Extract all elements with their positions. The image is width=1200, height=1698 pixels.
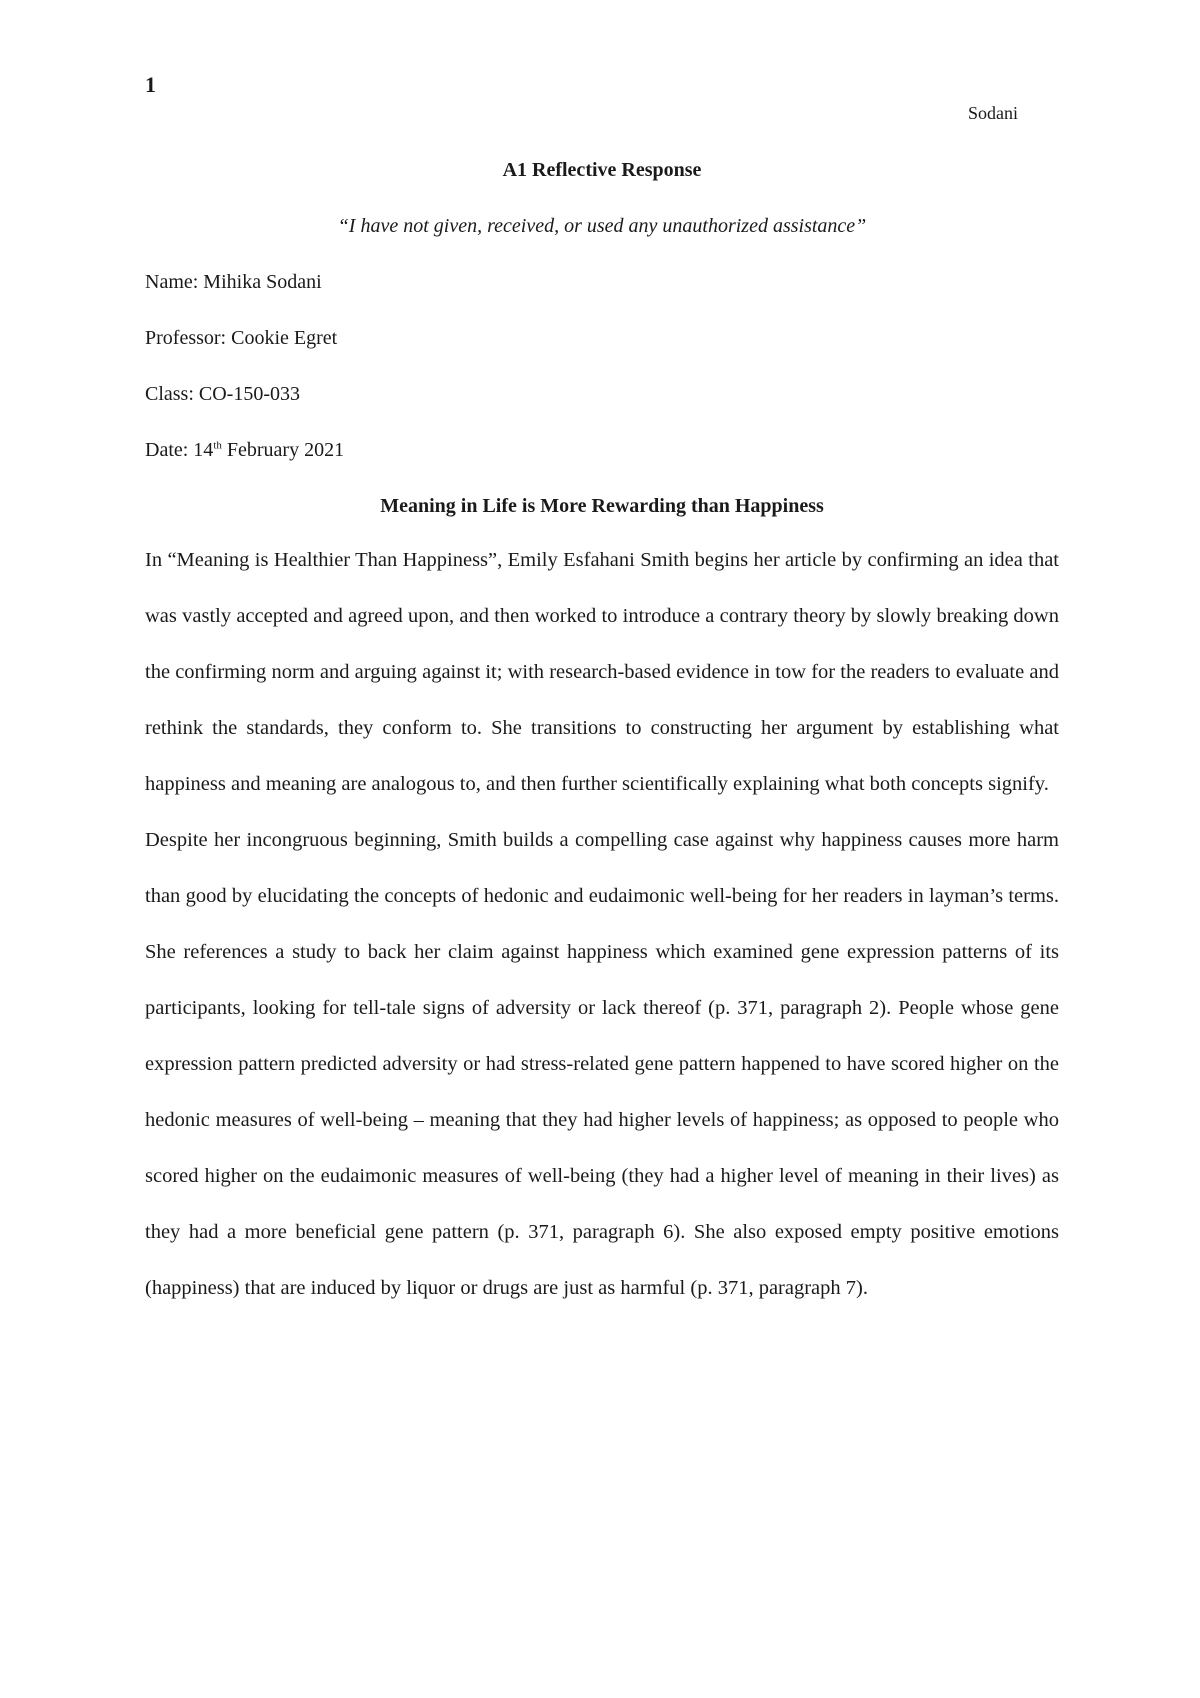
date-prefix: Date: 14 [145, 439, 214, 461]
paragraph-2: Despite her incongruous beginning, Smith builds a compelling case against why happiness causes more harm than good by elucidating the concepts of hedonic and eudaimonic well-being for her readers in layman’s terms. She references a study to back her claim against happiness which examined gene expression patterns of its participants, looking for tell-tale signs of adversity or lack thereof (p. 371, paragraph 2). People whose gene expression pattern predicted adversity or had stress-related gene pattern happened to have scored higher on the hedonic measures of well-being – meaning that they had higher levels of happiness; as opposed to people who scored higher on the eudaimonic measures of well-being (they had a higher level of meaning in their lives) as they had a more beneficial gene pattern (p. 371, paragraph 6). She also exposed empty positive emotions (happiness) that are induced by liquor or drugs are just as harmful (p. 371, paragraph 7). [145, 829, 1059, 1299]
document-title: A1 Reflective Response [502, 159, 702, 181]
essay-title: Meaning in Life is More Rewarding than Happiness [380, 495, 824, 517]
paragraph-1: In “Meaning is Healthier Than Happiness”, Emily Esfahani Smith begins her article by confirming an idea that was vastly accepted and agreed upon, and then worked to introduce a contrary theory by slowly breaking down the confirming norm and arguing against it; with research-based evidence in tow for the readers to evaluate and rethink the standards, they conform to. She transitions to constructing her argument by establishing what happiness and meaning are analogous to, and then further scientifically explaining what both concepts signify. [145, 549, 1059, 795]
date-suffix: February 2021 [221, 439, 345, 461]
running-header: Sodani [967, 103, 1018, 123]
honor-statement: “I have not given, received, or used any unauthorized assistance” [337, 215, 867, 237]
date-superscript: th [213, 439, 222, 452]
page-number: 1 [145, 72, 156, 97]
student-name: Name: Mihika Sodani [145, 271, 322, 293]
class-code: Class: CO-150-033 [145, 383, 300, 405]
professor-name: Professor: Cookie Egret [145, 327, 338, 349]
date-line [145, 432, 1059, 488]
document-body [145, 152, 1059, 1328]
